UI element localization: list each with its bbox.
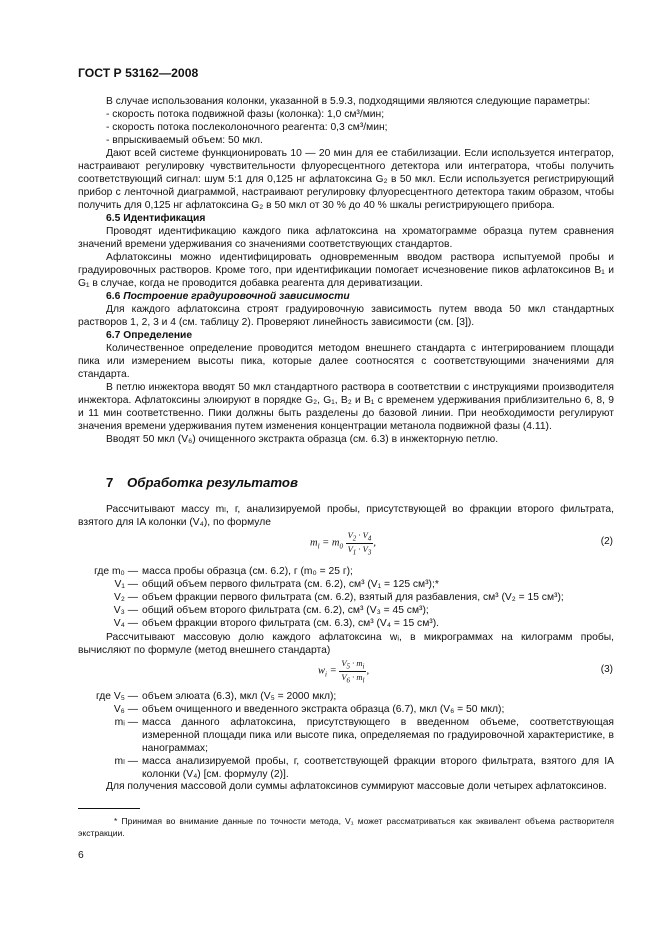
definition-row — [78, 591, 614, 604]
section-6-7-paragraph-2: В петлю инжектора вводят 50 мкл стандартного раствора в соответствии с инструкциями производителя инжектора. Афлатоксины элюируют в порядке G₂, G₁, B₂ и B₁ с временем удерживания приблизительно 6, 8, 9 и 11 мин соответственно. Пики должны быть разделены до базовой линии. При необходимости регулируют значения времени удерживания путем изменения концентрации метанола подвижной фазы (4.11). — [78, 382, 614, 432]
section-7-paragraph-3-block — [78, 780, 614, 793]
section-6-6-number: 6.6 — [106, 291, 121, 302]
section-7-title: Обработка результатов — [127, 475, 298, 490]
definition-symbol: V₂ — — [113, 592, 138, 603]
formula-3: $w_i$ = $\frac{V_5 \cdot m_i}{V_6 \cdot m_l}$ , — [318, 658, 370, 685]
section-6-5-title: Идентификация — [123, 213, 206, 224]
section-6-7-heading — [78, 329, 614, 342]
section-6-6-paragraph-1: Для каждого афлатоксина строят градуировочную зависимость путем ввода 50 мкл стандартных растворов 1, 2, 3 и 4 (см. таблицу 2). Проверяют линейность зависимости (см. [3]). — [78, 304, 614, 328]
footnote-separator — [78, 808, 140, 809]
definition-text: общий объем первого фильтрата (см. 6.2), см³ (V₁ = 125 см³);* — [142, 579, 439, 590]
definition-symbol: V₁ — — [114, 579, 138, 590]
definition-symbol: mᵢ — — [114, 717, 138, 728]
definition-text: масса данного афлатоксина, присутствующего в введенном объеме, соответствующая измеренной площади пика или высоте пика, определяемая по градуировочной характеристике, в нанограммах; — [142, 717, 614, 754]
definition-row — [78, 690, 614, 703]
section-7-intro — [78, 503, 614, 529]
definition-text: объем фракции второго фильтрата (см. 6.3), см³ (V₄ = 15 см³). — [142, 618, 439, 629]
definition-symbol: mₗ — — [114, 756, 138, 767]
section-6-6-heading — [78, 290, 614, 303]
definition-row — [78, 565, 614, 578]
intro-param-1: - скорость потока подвижной фазы (колонка): 1,0 см³/мин; — [106, 109, 385, 120]
intro-paragraph-2: Дают всей системе функционировать 10 — 20 мин для ее стабилизации. Если используется интегратор, настраивают регулировку чувствительности флуоресцентного детектора или интегратора, чтобы получить соответствующий сигнал: шум 5:1 для 0,125 нг афлатоксина G₂ в 50 мкл. Если используется регистрирующий прибор с ленточной диаграммой, настраивают регулировку флуоресцентного детектора таким образом, чтобы получить для 0,125 нг афлатоксина G₂ в 50 мкл от 30 % до 40 % шкалы регистрирующего прибора. — [78, 148, 614, 211]
formula-2-number: (2) — [600, 536, 613, 547]
section-6-7-paragraph-3: Вводят 50 мкл (V₆) очищенного экстракта образца (см. 6.3) в инжекторную петлю. — [106, 434, 499, 445]
definition-text: масса пробы образца (см. 6.2), г (m₀ = 25 г); — [142, 566, 353, 577]
section-6-7-title: Определение — [123, 330, 193, 341]
definition-row — [78, 716, 614, 755]
section-7-paragraph-3: Для получения массовой доли суммы афлатоксинов суммируют массовые доли четырех афлатоксинов. — [106, 781, 607, 792]
section-6-6-title: Построение градуировочной зависимости — [123, 291, 350, 302]
formula-2-definitions — [78, 565, 614, 630]
definition-text: масса анализируемой пробы, г, соответствующей фракции второго фильтрата, взятого для IA колонки (V₄) [см. формулу (2)]. — [142, 756, 614, 780]
section-7-paragraph-2-block — [78, 631, 614, 657]
definition-symbol: V₃ — — [113, 605, 138, 616]
definition-text: общий объем второго фильтрата (см. 6.2), см³ (V₃ = 45 см³); — [142, 605, 429, 616]
intro-paragraph-1: В случае использования колонки, указанной в 5.9.3, подходящими являются следующие параметры: — [106, 96, 591, 107]
section-7-paragraph-2: Рассчитывают массовую долю каждого афлатоксина wᵢ, в микрограммах на килограмм пробы, вычисляют по формуле (метод внешнего стандарта) — [78, 632, 614, 656]
definition-symbol: где V₅ — — [95, 691, 138, 702]
intro-param-3: - впрыскиваемый объем: 50 мкл. — [106, 135, 263, 146]
section-6-5-paragraph-2: Афлатоксины можно идентифицировать одновременным вводом раствора испытуемой пробы и градуировочных растворов. Кроме того, при идентификации помогает исчезновение пиков афлатоксинов B₁ и G₁ в случае, когда не проводится добавка реагента для дериватизации. — [78, 252, 614, 289]
intro-param-2: - скорость потока послеколоночного реагента: 0,3 см³/мин; — [106, 122, 388, 133]
section-6-7-paragraph-1: Количественное определение проводится методом внешнего стандарта с интегрированием площади пика или измерением высоты пика, которые далее соотносятся с соответствующими значениями для стандарта. — [78, 343, 614, 380]
section-7-number: 7 — [106, 475, 114, 490]
definition-text: объем фракции первого фильтрата (см. 6.2), взятый для разбавления, см³ (V₂ = 15 см³); — [142, 592, 564, 603]
section-6-5-paragraph-1: Проводят идентификацию каждого пика афлатоксина на хроматограмме образца путем сравнения значений времени удерживания со значениями соответствующих стандартов. — [78, 226, 614, 250]
formula-2: $m_l = m_0$ $\frac{V_2 \cdot V_4}{V_1 \cdot V_3}$ , — [310, 530, 376, 557]
page-number: 6 — [78, 850, 84, 861]
intro-block — [78, 95, 614, 446]
section-6-5-heading — [78, 212, 614, 225]
definition-symbol: V₄ — — [113, 618, 138, 629]
definition-row — [78, 703, 614, 716]
section-6-7-number: 6.7 — [106, 330, 121, 341]
definition-row — [78, 604, 614, 617]
definition-row — [78, 578, 614, 591]
formula-3-number: (3) — [600, 664, 613, 675]
definition-symbol: где m₀ — — [94, 566, 138, 577]
definition-text: объем очищенного и введенного экстракта образца (6.7), мкл (V₆ = 50 мкл); — [142, 704, 505, 715]
section-7-paragraph-1: Рассчитывают массу mₗ, г, анализируемой пробы, присутствующей во фракции второго фильтрата, взятого для IA колонки (V₄), по формуле — [78, 504, 614, 528]
section-6-5-number: 6.5 — [106, 213, 121, 224]
document-code-header: ГОСТ Р 53162—2008 — [78, 66, 199, 80]
footnote: * Принимая во внимание данные по точности метода, V₁ может рассматриваться как эквивалент объема растворителя экстракции. — [78, 816, 614, 838]
definition-symbol: V₆ — — [113, 704, 138, 715]
definition-row — [78, 755, 614, 781]
formula-3-definitions — [78, 690, 614, 781]
definition-text: объем элюата (6.3), мкл (V₅ = 2000 мкл); — [142, 691, 337, 702]
section-7-heading — [106, 475, 298, 490]
definition-row — [78, 617, 614, 630]
